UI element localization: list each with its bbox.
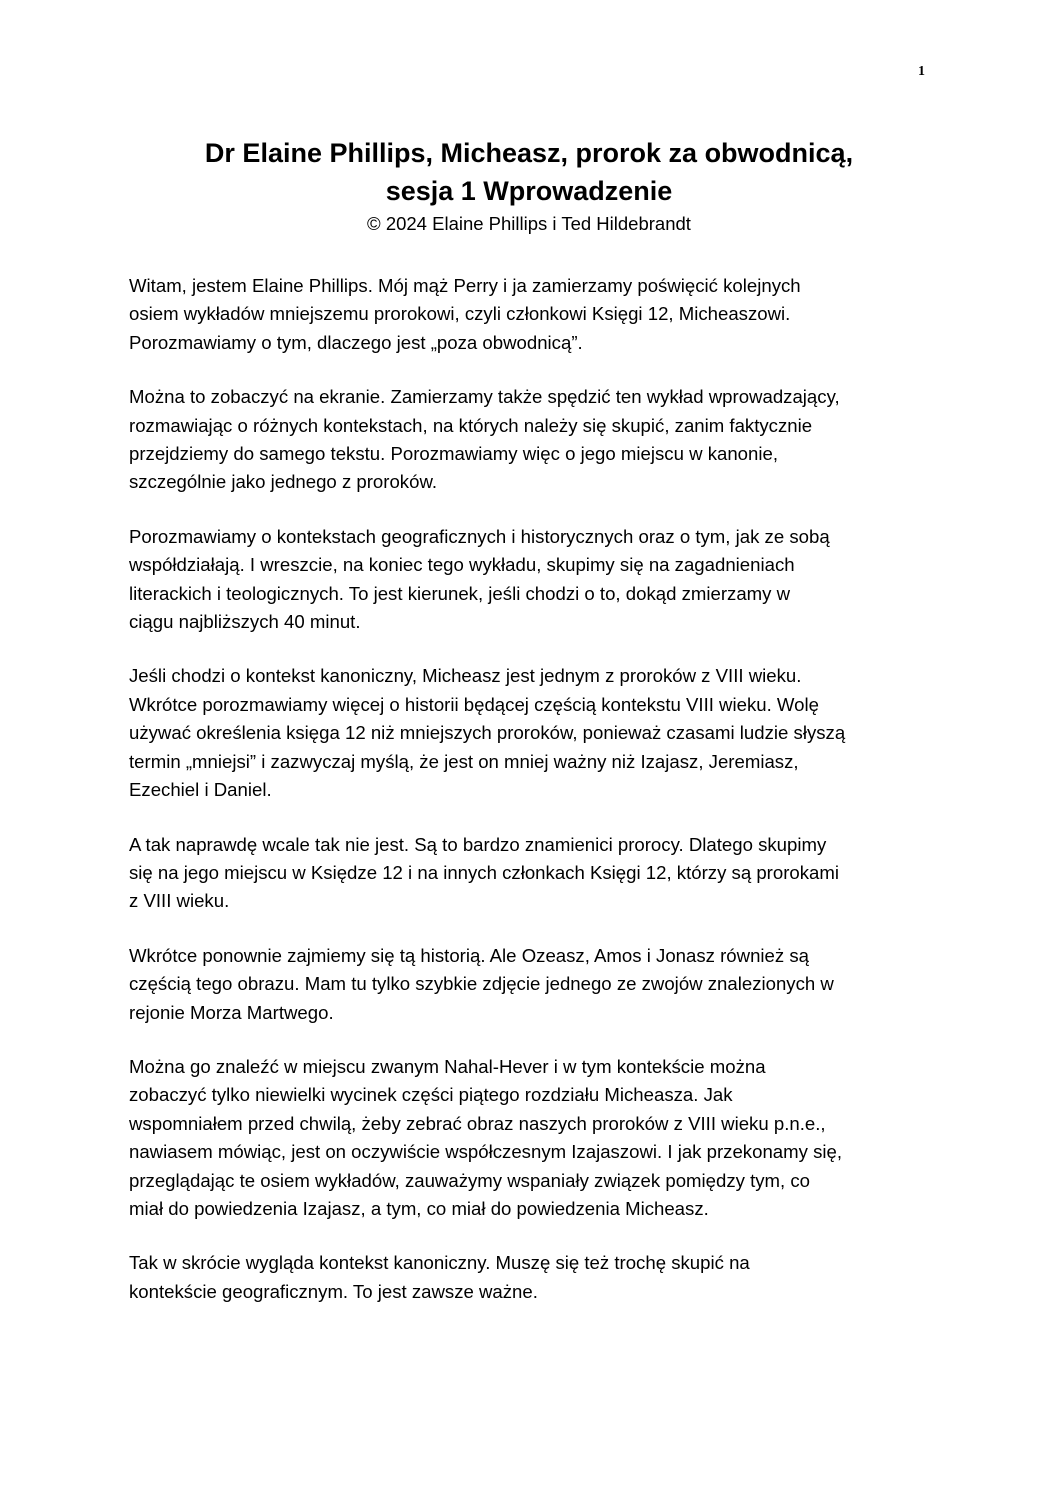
text-line: Tak w skrócie wygląda kontekst kanoniczny. Muszę się też trochę skupić na: [129, 1252, 750, 1274]
paragraph: [129, 662, 939, 804]
text-line: Porozmawiamy o tym, dlaczego jest „poza obwodnicą”.: [129, 331, 583, 353]
text-line: Jeśli chodzi o kontekst kanoniczny, Micheasz jest jednym z proroków z VIII wieku.: [129, 665, 802, 687]
paragraph: [129, 523, 939, 637]
text-line: przeglądając te osiem wykładów, zauważymy wspaniały związek pomiędzy tym, co: [129, 1169, 811, 1191]
text-line: zobaczyć tylko niewielki wycinek części piątego rozdziału Micheasza. Jak: [129, 1084, 733, 1106]
text-line: nawiasem mówiąc, jest on oczywiście współczesnym Izajaszowi. I jak przekonamy się,: [129, 1141, 843, 1163]
document-header: [0, 134, 1058, 237]
document-body: [129, 272, 939, 1332]
text-line: częścią tego obrazu. Mam tu tylko szybkie zdjęcie jednego ze zwojów znalezionych w: [129, 973, 834, 995]
text-line: kontekście geograficznym. To jest zawsze ważne.: [129, 1280, 538, 1302]
text-line: ciągu najbliższych 40 minut.: [129, 611, 361, 633]
text-line: rozmawiając o różnych kontekstach, na których należy się skupić, zanim faktycznie: [129, 414, 813, 436]
text-line: Porozmawiamy o kontekstach geograficznych i historycznych oraz o tym, jak ze sobą: [129, 525, 830, 547]
text-line: A tak naprawdę wcale tak nie jest. Są to bardzo znamienici prorocy. Dlatego skupimy: [129, 833, 827, 855]
paragraph: [129, 1249, 939, 1306]
text-line: współdziałają. I wreszcie, na koniec tego wykładu, skupimy się na zagadnieniach: [129, 554, 795, 576]
copyright-line: © 2024 Elaine Phillips i Ted Hildebrandt: [367, 213, 691, 234]
text-line: rejonie Morza Martwego.: [129, 1001, 334, 1023]
paragraph: [129, 272, 939, 357]
text-line: Wkrótce porozmawiamy więcej o historii będącej częścią kontekstu VIII wieku. Wolę: [129, 693, 819, 715]
paragraph: [129, 942, 939, 1027]
text-line: Można go znaleźć w miejscu zwanym Nahal-Hever i w tym kontekście można: [129, 1055, 766, 1077]
text-line: Witam, jestem Elaine Phillips. Mój mąż Perry i ja zamierzamy poświęcić kolejnych: [129, 275, 801, 296]
text-line: się na jego miejscu w Księdze 12 i na innych członkach Księgi 12, którzy są prorokami: [129, 861, 840, 883]
title-line: Dr Elaine Phillips, Micheasz, prorok za obwodnicą,: [204, 138, 854, 168]
paragraph: [129, 831, 939, 916]
paragraph: [129, 1053, 939, 1223]
text-line: Można to zobaczyć na ekranie. Zamierzamy także spędzić ten wykład wprowadzający,: [129, 386, 840, 408]
text-line: z VIII wieku.: [129, 890, 230, 912]
text-line: używać określenia księga 12 niż mniejszych proroków, ponieważ czasami ludzie słyszą: [129, 722, 846, 744]
text-line: szczególnie jako jednego z proroków.: [129, 471, 438, 493]
text-line: literackich i teologicznych. To jest kierunek, jeśli chodzi o to, dokąd zmierzamy w: [129, 582, 791, 604]
text-line: miał do powiedzenia Izajasz, a tym, co miał do powiedzenia Micheasz.: [129, 1197, 709, 1219]
text-line: przejdziemy do samego tekstu. Porozmawiamy więc o jego miejscu w kanonie,: [129, 443, 778, 465]
text-line: Wkrótce ponownie zajmiemy się tą historią. Ale Ozeasz, Amos i Jonasz również są: [129, 944, 809, 966]
text-line: termin „mniejsi” i zazwyczaj myślą, że jest on mniej ważny niż Izajasz, Jeremiasz,: [129, 750, 799, 772]
text-line: wspomniałem przed chwilą, żeby zebrać obraz naszych proroków z VIII wieku p.n.e.,: [129, 1112, 826, 1134]
page-number: 1: [918, 64, 925, 79]
document-title: [0, 134, 1058, 210]
title-line: sesja 1 Wprowadzenie: [385, 176, 673, 206]
paragraph: [129, 383, 939, 497]
text-line: osiem wykładów mniejszemu prorokowi, czyli członkowi Księgi 12, Micheaszowi.: [129, 303, 791, 325]
text-line: Ezechiel i Daniel.: [129, 779, 272, 801]
